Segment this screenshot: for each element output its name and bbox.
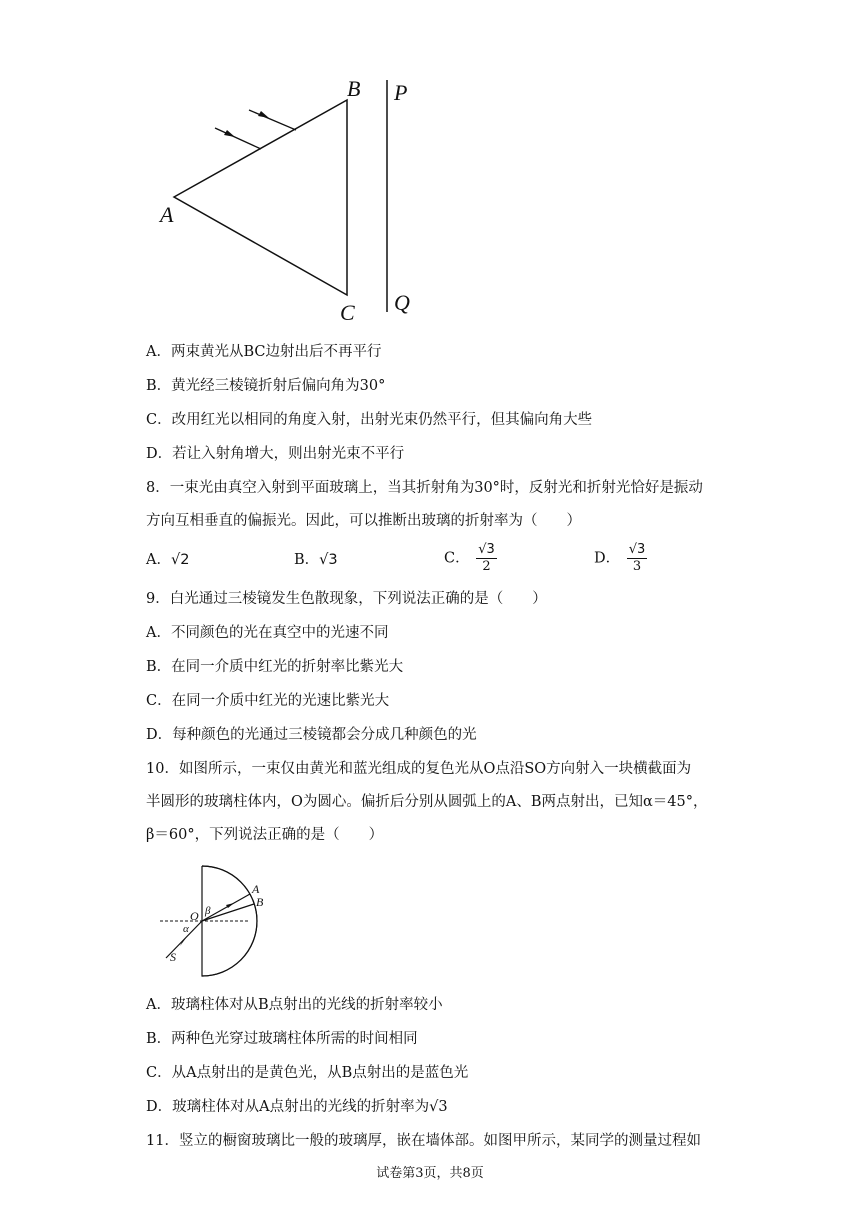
label-beta: β: [205, 905, 211, 917]
semicircle-figure: [150, 858, 300, 984]
q10-stem-line3: β＝60°，下列说法正确的是（ ）: [146, 827, 384, 843]
q8-stem-line2: 方向互相垂直的偏振光。因此，可以推断出玻璃的折射率为（ ）: [146, 513, 581, 529]
q9-option-c: C．在同一介质中红光的光速比紫光大: [146, 693, 390, 709]
q8-stem-line1: 8．一束光由真空入射到平面玻璃上，当其折射角为30°时，反射光和折射光恰好是振动: [146, 480, 703, 496]
q8-option-b: B．√3: [294, 552, 338, 568]
q7-option-a: A．两束黄光从BC边射出后不再平行: [146, 344, 382, 360]
incident-ray-1: [215, 128, 261, 149]
incident-ray-2: [249, 110, 296, 130]
label-O: O: [190, 909, 199, 923]
label-alpha: α: [183, 923, 189, 935]
q8-option-c: C． $\frac{√3}{2}$: [444, 542, 495, 574]
label-S: S: [170, 950, 176, 964]
q9-option-b: B．在同一介质中红光的折射率比紫光大: [146, 659, 404, 675]
label-P: P: [394, 80, 408, 105]
q10-option-b: B．两种色光穿过玻璃柱体所需的时间相同: [146, 1031, 418, 1047]
q10-stem-line1: 10．如图所示，一束仅由黄光和蓝光组成的复色光从O点沿SO方向射入一块横截面为: [146, 761, 692, 777]
q8-option-a: A．√2: [146, 552, 190, 568]
label-A: A: [160, 202, 174, 227]
label-Q: Q: [394, 290, 410, 315]
q10-option-d: D．玻璃柱体对从A点射出的光线的折射率为√3: [146, 1099, 448, 1115]
page-footer: 试卷第3页，共8页: [376, 1166, 484, 1181]
label-C: C: [340, 300, 355, 325]
label-fig-A: A: [252, 882, 260, 896]
q11-stem-line1: 11．竖立的橱窗玻璃比一般的玻璃厚，嵌在墙体部。如图甲所示，某同学的测量过程如: [146, 1133, 701, 1149]
q8-option-d: D． $\frac{√3}{3}$: [594, 542, 646, 574]
label-fig-B: B: [256, 895, 264, 909]
arrow-1: [224, 130, 235, 137]
q10-option-c: C．从A点射出的是黄色光，从B点射出的是蓝色光: [146, 1065, 469, 1081]
arrow-2: [258, 111, 269, 118]
q7-option-d: D．若让入射角增大，则出射光束不平行: [146, 446, 405, 462]
prism-triangle: [174, 100, 347, 295]
label-B: B: [347, 76, 361, 101]
q9-stem: 9．白光通过三棱镜发生色散现象，下列说法正确的是（ ）: [146, 591, 547, 607]
q10-option-a: A．玻璃柱体对从B点射出的光线的折射率较小: [146, 997, 443, 1013]
q10-stem-line2: 半圆形的玻璃柱体内，O为圆心。偏折后分别从圆弧上的A、B两点射出，已知α＝45°，: [146, 794, 708, 810]
q9-option-d: D．每种颜色的光通过三棱镜都会分成几种颜色的光: [146, 727, 477, 743]
q7-option-c: C．改用红光以相同的角度入射，出射光束仍然平行，但其偏向角大些: [146, 412, 593, 428]
q7-option-b: B．黄光经三棱镜折射后偏向角为30°: [146, 378, 386, 394]
q9-option-a: A．不同颜色的光在真空中的光速不同: [146, 625, 389, 641]
prism-figure: [150, 70, 430, 330]
